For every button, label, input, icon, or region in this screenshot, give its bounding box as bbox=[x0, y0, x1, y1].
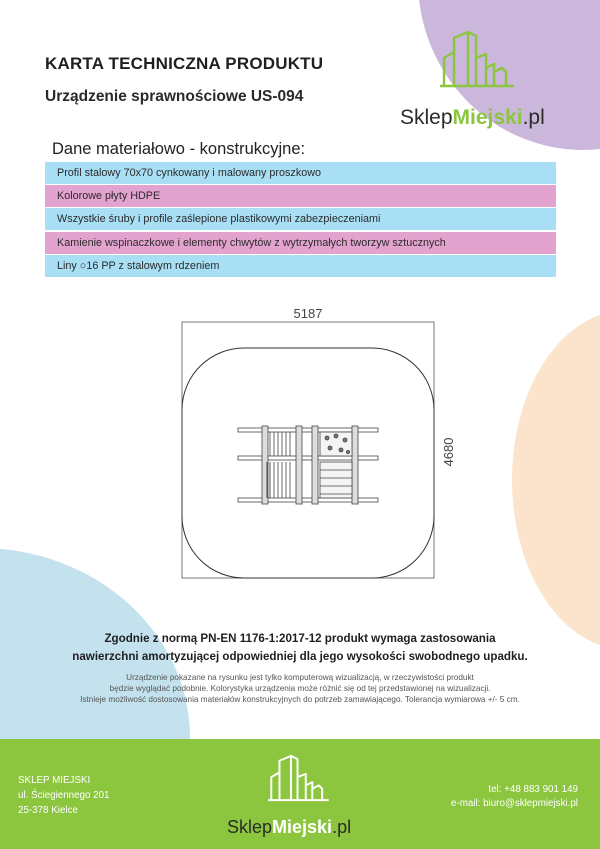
materials-item: Kamienie wspinaczkowe i elementy chwytów z wytrzymałych tworzyw sztucznych bbox=[45, 232, 556, 254]
materials-item: Profil stalowy 70x70 cynkowany i malowany proszkowo bbox=[45, 162, 556, 184]
brand-text-suffix: .pl bbox=[332, 817, 352, 837]
city-buildings-icon bbox=[268, 747, 332, 809]
footer bbox=[0, 739, 600, 849]
materials-item: Wszystkie śruby i profile zaślepione plastikowymi zabezpieczeniami bbox=[45, 208, 556, 230]
norm-line-2: nawierzchni amortyzującej odpowiedniej dla jego wysokości swobodnego upadku. bbox=[72, 650, 528, 663]
footer-brand-logo-text[interactable] bbox=[227, 817, 351, 838]
phone-number[interactable]: tel: +48 883 901 149 bbox=[488, 784, 578, 795]
disclaimer-line-1: Urządzenie pokazane na rysunku jest tylko komputerową wizualizacją, w rzeczywistości produkt bbox=[126, 673, 474, 682]
city-buildings-icon bbox=[440, 28, 518, 90]
page-title: KARTA TECHNICZNA PRODUKTU bbox=[45, 54, 324, 73]
disclaimer-line-2: będzie wyglądać podobnie. Kolorystyka urządzenia może różnić się od tej przedstawionej na wizualizacji. bbox=[109, 684, 491, 693]
materials-heading: Dane materiałowo - konstrukcyjne: bbox=[52, 140, 306, 158]
disclaimer bbox=[0, 672, 600, 705]
brand-text-suffix: .pl bbox=[522, 106, 545, 129]
company-name: SKLEP MIEJSKI bbox=[18, 775, 91, 786]
brand-logo-text[interactable] bbox=[400, 106, 545, 130]
company-city: 25-378 Kielce bbox=[18, 805, 78, 816]
contact-info bbox=[451, 783, 578, 811]
company-street: ul. Ściegiennego 201 bbox=[18, 790, 110, 801]
brand-text-accent: Miejski bbox=[272, 817, 333, 837]
height-dimension-label: 4680 bbox=[441, 437, 456, 467]
company-address bbox=[18, 773, 110, 818]
materials-item: Kolorowe płyty HDPE bbox=[45, 185, 556, 207]
dimension-frame bbox=[182, 322, 434, 578]
equipment-top-view bbox=[238, 426, 378, 504]
disclaimer-line-3: Istnieje możliwość dostosowania materiałów konstrukcyjnych do potrzeb zamawiającego. Tolerancja wymiarowa +/- 5 cm. bbox=[80, 695, 520, 704]
brand-text-main: Sklep bbox=[227, 817, 273, 837]
safety-zone-outline bbox=[182, 348, 434, 578]
decorative-peach-circle bbox=[512, 310, 600, 650]
technical-drawing bbox=[170, 300, 480, 585]
norm-line-1: Zgodnie z normą PN-EN 1176-1:2017-12 produkt wymaga zastosowania bbox=[104, 632, 496, 645]
materials-item: Liny ○16 PP z stalowym rdzeniem bbox=[45, 255, 556, 277]
width-dimension-label: 5187 bbox=[293, 306, 323, 321]
norm-notice bbox=[0, 630, 600, 666]
materials-list bbox=[45, 162, 556, 278]
product-name: Urządzenie sprawnościowe US-094 bbox=[45, 88, 304, 105]
email-address[interactable]: e-mail: biuro@sklepmiejski.pl bbox=[450, 798, 578, 809]
brand-text-accent: Miejski bbox=[452, 106, 523, 129]
brand-text-main: Sklep bbox=[400, 106, 453, 129]
